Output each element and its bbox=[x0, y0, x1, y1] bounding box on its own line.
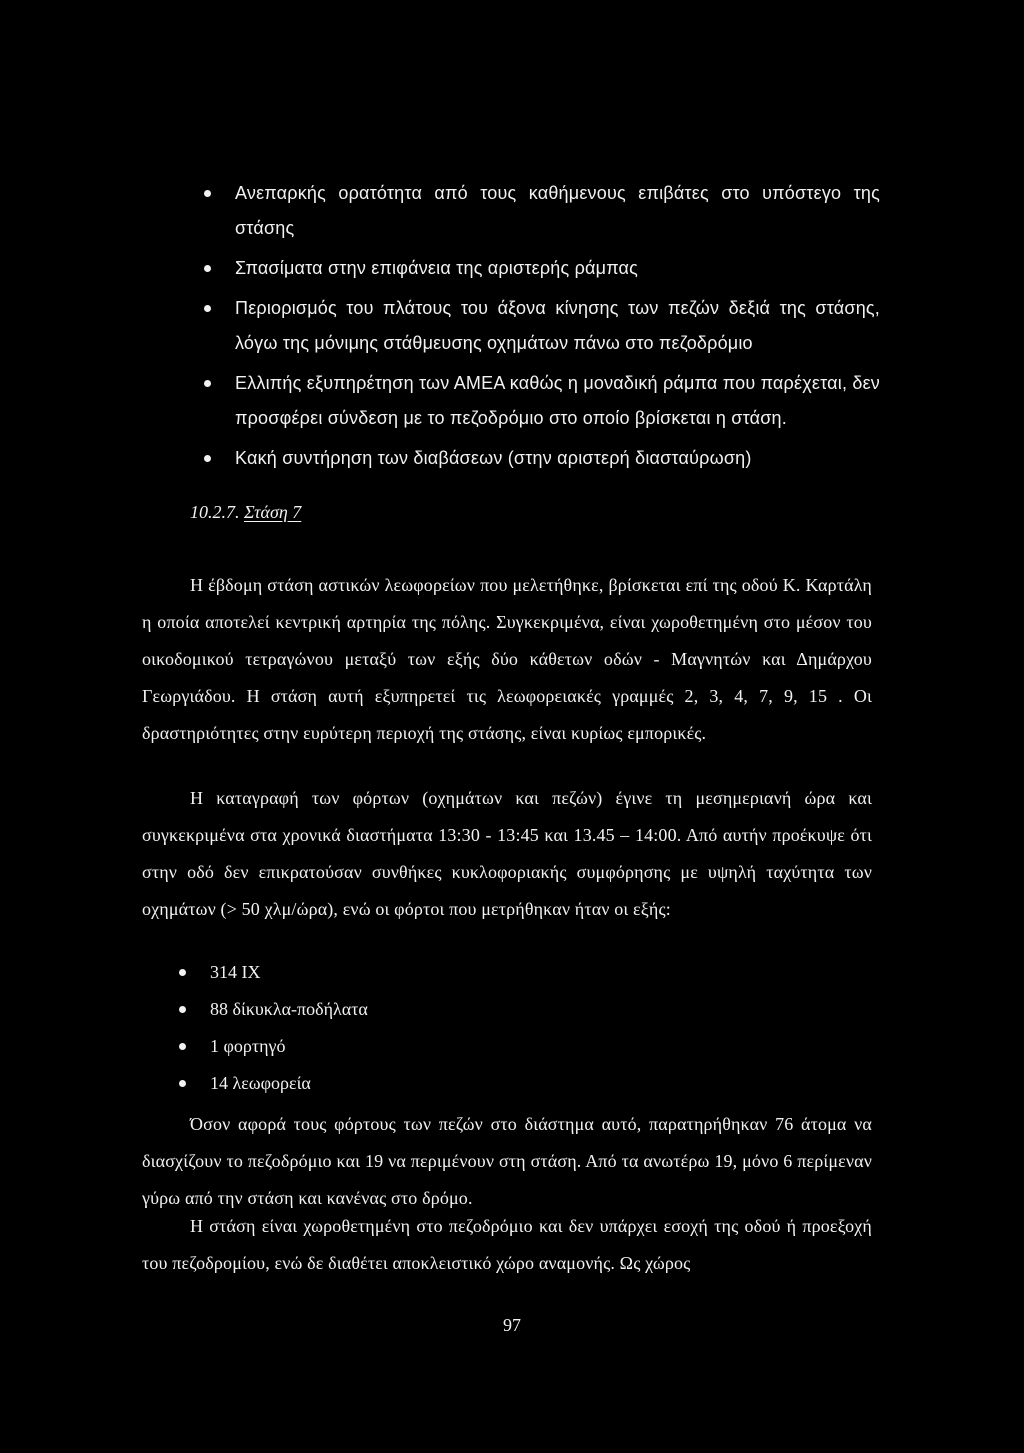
list-item: Περιορισμός του πλάτους του άξονα κίνησης των πεζών δεξιά της στάσης, λόγω της μόνιμης στάθμευσης οχημάτων πάνω στο πεζοδρόμιο bbox=[190, 291, 880, 361]
list-item: Κακή συντήρηση των διαβάσεων (στην αριστερή διασταύρωση) bbox=[190, 441, 880, 476]
list-item: 314 ΙΧ bbox=[142, 954, 642, 991]
section-number: 10.2.7. bbox=[190, 502, 240, 522]
issues-list bbox=[190, 176, 880, 481]
paragraph-pedestrians: Όσον αφορά τους φόρτους των πεζών στο διάστημα αυτό, παρατηρήθηκαν 76 άτομα να διασχίζουν το πεζοδρόμιο και 19 να περιμένουν στη στάση. Από τα ανωτέρω 19, μόνο 6 περίμεναν γύρω από την στάση και κανένας στο δρόμο. bbox=[142, 1114, 872, 1208]
list-item: 88 δίκυκλα-ποδήλατα bbox=[142, 991, 642, 1028]
list-item: Ανεπαρκής ορατότητα από τους καθήμενους επιβάτες στο υπόστεγο της στάσης bbox=[190, 176, 880, 246]
section-title: Στάση 7 bbox=[244, 502, 302, 522]
list-item: 1 φορτηγό bbox=[142, 1028, 642, 1065]
list-item: Ελλιπής εξυπηρέτηση των ΑΜΕΑ καθώς η μοναδική ράμπα που παρέχεται, δεν προσφέρει σύνδεση με το πεζοδρόμιο στο οποίο βρίσκεται η στάση. bbox=[190, 366, 880, 436]
traffic-loads-list bbox=[142, 954, 642, 1102]
list-item: 14 λεωφορεία bbox=[142, 1065, 642, 1102]
section-heading bbox=[190, 500, 301, 524]
paragraph-stop-layout: Η στάση είναι χωροθετημένη στο πεζοδρόμιο και δεν υπάρχει εσοχή της οδού ή προεξοχή του πεζοδρομίου, ενώ δε διαθέτει αποκλειστικό χώρο αναμονής. Ως χώρος bbox=[142, 1216, 872, 1273]
paragraph-traffic-count: Η καταγραφή των φόρτων (οχημάτων και πεζών) έγινε τη μεσημεριανή ώρα και συγκεκριμένα στα χρονικά διαστήματα 13:30 - 13:45 και 13.45 – 14:00. Από αυτήν προέκυψε ότι στην οδό δεν επικρατούσαν συνθήκες κυκλοφοριακής συμφόρησης με υψηλή ταχύτητα των οχημάτων (> 50 χλμ/ώρα), ενώ οι φόρτοι που μετρήθηκαν ήταν οι εξής: bbox=[142, 788, 872, 919]
paragraph-stop-description: Η έβδομη στάση αστικών λεωφορείων που μελετήθηκε, βρίσκεται επί της οδού Κ. Καρτάλη η οποία αποτελεί κεντρική αρτηρία της πόλης. Συγκεκριμένα, είναι χωροθετημένη στο μέσον του οικοδομικού τετραγώνου μεταξύ των εξής δύο κάθετων οδών - Μαγνητών και Δημάρχου Γεωργιάδου. Η στάση αυτή εξυπηρετεί τις λεωφορειακές γραμμές 2, 3, 4, 7, 9, 15 . Οι δραστηριότητες στην ευρύτερη περιοχή της στάσης, είναι κυρίως εμπορικές. bbox=[142, 575, 872, 743]
page-number: 97 bbox=[503, 1315, 521, 1335]
list-item: Σπασίματα στην επιφάνεια της αριστερής ράμπας bbox=[190, 251, 880, 286]
